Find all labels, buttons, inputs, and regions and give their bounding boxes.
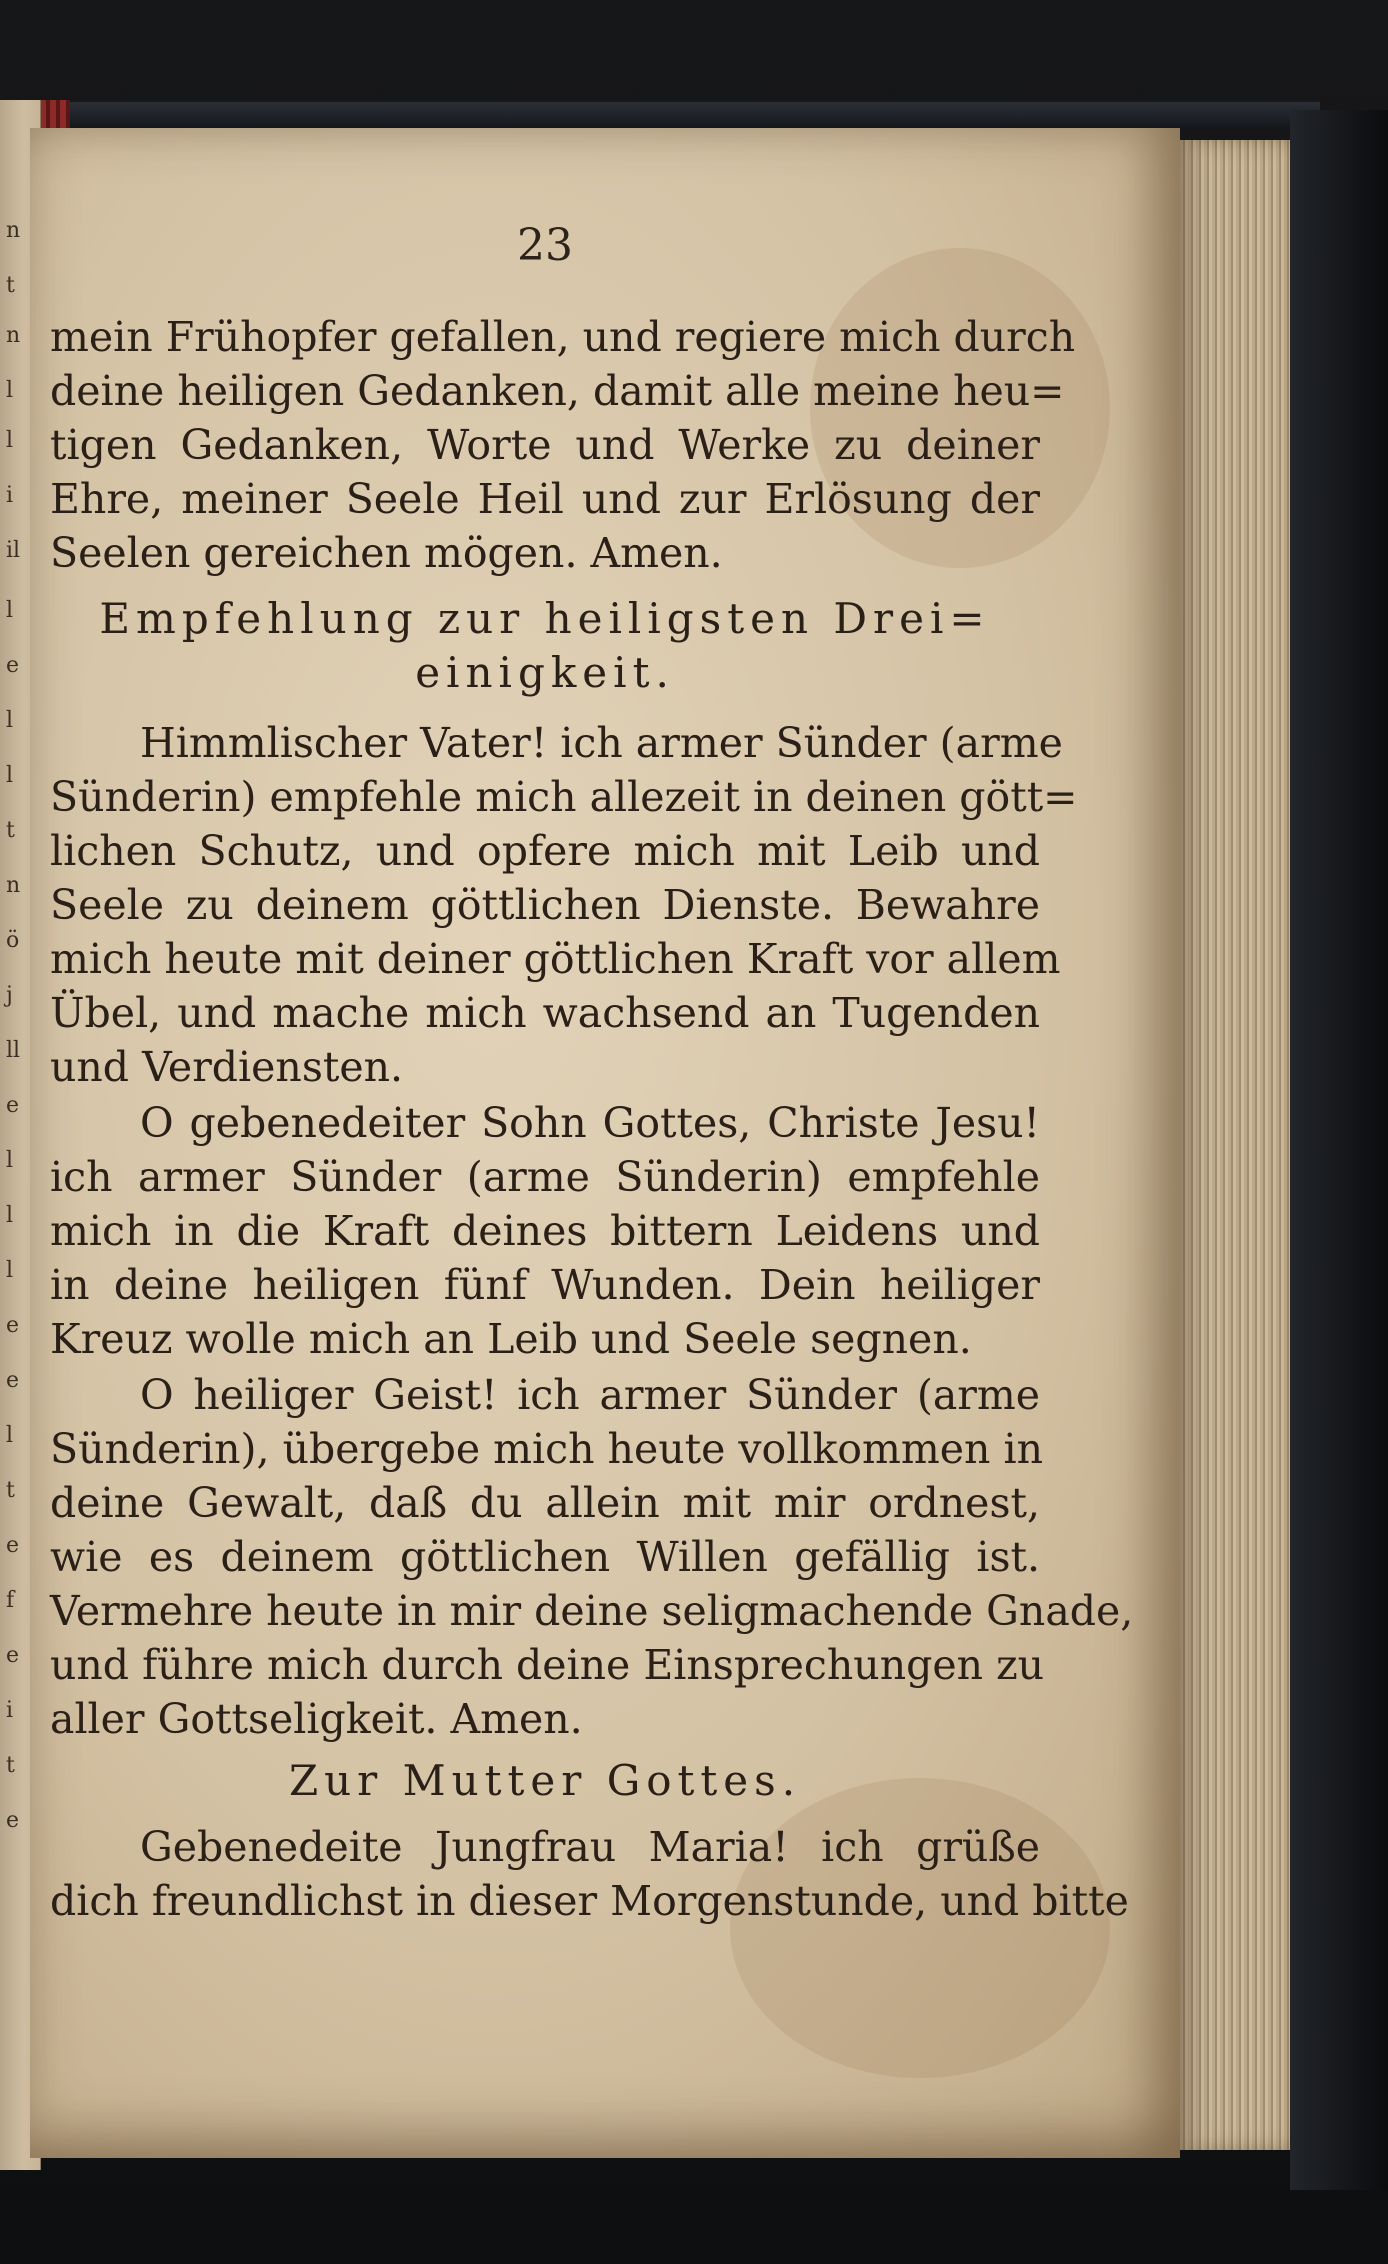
margin-mark: t [6, 818, 15, 843]
text-line: deine heiligen Gedanken, damit alle meine heu= [50, 367, 1065, 415]
text-line: und Verdiensten. [50, 1043, 404, 1091]
margin-mark: ö [6, 928, 20, 953]
book-cover-right [1290, 110, 1388, 2190]
margin-mark: j [6, 983, 13, 1008]
margin-mark: e [6, 1643, 20, 1668]
section-heading: Zur Mutter Gottes. [288, 1756, 802, 1805]
margin-mark: l [6, 708, 14, 733]
margin-mark: l [6, 598, 14, 623]
margin-mark: n [6, 323, 21, 348]
section-heading: Empfehlung zur heiligsten Drei= [99, 594, 991, 643]
section-heading: einigkeit. [415, 648, 675, 697]
text-line: Seelen gereichen mögen. Amen. [50, 529, 723, 577]
margin-mark: l [6, 1203, 14, 1228]
margin-mark: t [6, 1478, 15, 1503]
margin-mark: t [6, 273, 15, 298]
text-line: Kreuz wolle mich an Leib und Seele segnen. [50, 1315, 972, 1363]
text-line: dich freundlichst in dieser Morgenstunde, und bitte [50, 1877, 1129, 1925]
margin-mark: l [6, 428, 14, 453]
margin-mark: e [6, 1368, 20, 1393]
text-line: mich heute mit deiner göttlichen Kraft vor allem [50, 935, 1061, 983]
text-line: und führe mich durch deine Einsprechungen zu [50, 1641, 1045, 1689]
margin-mark: i [6, 483, 14, 508]
page-edges [1180, 140, 1290, 2150]
text-line: aller Gottseligkeit. Amen. [50, 1695, 583, 1743]
text-line: Seele zu deinem göttlichen Dienste. Bewahre [50, 881, 1040, 929]
margin-mark: e [6, 1093, 20, 1118]
text-line: deine Gewalt, daß du allein mit mir ordnest, [50, 1479, 1040, 1527]
margin-mark: l [6, 1423, 14, 1448]
text-line: mich in die Kraft deines bittern Leidens und [50, 1207, 1040, 1255]
margin-mark: l [6, 378, 14, 403]
margin-mark: e [6, 1533, 20, 1558]
margin-mark: ll [6, 1038, 21, 1063]
text-line: Sünderin) empfehle mich allezeit in deinen gött= [50, 773, 1078, 821]
margin-mark: t [6, 1753, 15, 1778]
margin-mark: n [6, 873, 21, 898]
text-line: wie es deinem göttlichen Willen gefällig ist. [50, 1533, 1040, 1581]
margin-mark: l [6, 1148, 14, 1173]
margin-mark: il [6, 538, 21, 563]
margin-mark: e [6, 653, 20, 678]
text-line: mein Frühopfer gefallen, und regiere mich durch [50, 313, 1076, 361]
text-line: Gebenedeite Jungfrau Maria! ich grüße [140, 1823, 1040, 1871]
book-cover-top [70, 102, 1320, 128]
margin-mark: i [6, 1698, 14, 1723]
margin-mark: e [6, 1808, 20, 1833]
text-line: Sünderin), übergebe mich heute vollkommen in [50, 1425, 1043, 1473]
text-line: Vermehre heute in mir deine seligmachende Gnade, [50, 1587, 1134, 1635]
text-line: Ehre, meiner Seele Heil und zur Erlösung der [50, 475, 1040, 523]
margin-mark: n [6, 218, 21, 243]
text-line: Himmlischer Vater! ich armer Sünder (arme [140, 719, 1063, 767]
margin-mark: l [6, 1258, 14, 1283]
page-number: 23 [517, 220, 573, 271]
margin-mark: e [6, 1313, 20, 1338]
text-line: O heiliger Geist! ich armer Sünder (arme [140, 1371, 1040, 1419]
text-line: ich armer Sünder (arme Sünderin) empfehle [50, 1153, 1040, 1201]
text-line: lichen Schutz, und opfere mich mit Leib und [50, 827, 1040, 875]
margin-mark: l [6, 763, 14, 788]
text-line: O gebenedeiter Sohn Gottes, Christe Jesu! [140, 1099, 1040, 1147]
text-line: in deine heiligen fünf Wunden. Dein heiliger [50, 1261, 1040, 1309]
margin-mark: f [6, 1588, 15, 1613]
text-line: tigen Gedanken, Worte und Werke zu deiner [50, 421, 1040, 469]
text-line: Übel, und mache mich wachsend an Tugenden [50, 989, 1040, 1037]
